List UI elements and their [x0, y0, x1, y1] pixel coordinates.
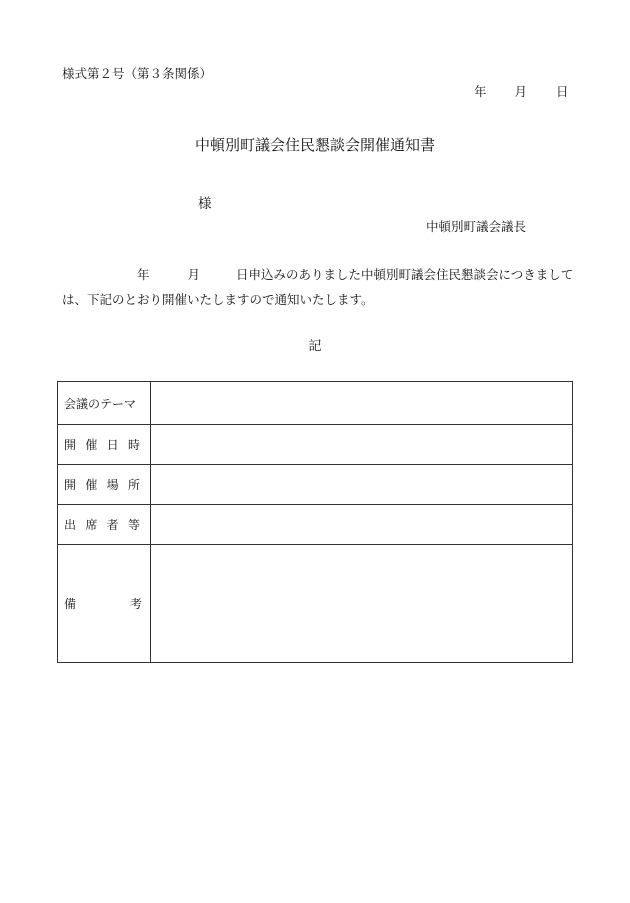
label-remarks: 備 考	[58, 545, 151, 663]
value-theme	[151, 382, 573, 425]
label-datetime: 開 催 日 時	[58, 425, 151, 465]
ki-heading: 記	[308, 339, 322, 354]
date-month: 月	[514, 84, 528, 99]
label-attendees: 出 席 者 等	[58, 505, 151, 545]
table-row	[58, 425, 573, 465]
body-line-2: は、下記のとおり開催いたしますので通知いたします。	[62, 292, 374, 307]
date-day: 日	[556, 84, 569, 99]
table-row	[58, 505, 573, 545]
form-number: 様式第２号（第３条関係）	[62, 66, 213, 81]
table-row	[58, 382, 573, 425]
record-table	[57, 381, 573, 663]
body-text: 日申込みのありました中頓別町議会住民懇談会につきまして	[236, 267, 574, 282]
value-remarks	[151, 545, 573, 663]
date-line	[474, 82, 569, 100]
table-row	[58, 465, 573, 505]
body-line-1	[137, 265, 573, 283]
date-year: 年	[474, 84, 487, 99]
body-month: 月	[187, 267, 201, 282]
value-datetime	[151, 425, 573, 465]
label-theme: 会議のテーマ	[58, 382, 151, 425]
value-attendees	[151, 505, 573, 545]
sender: 中頓別町議会議長	[426, 219, 527, 234]
table-row	[58, 545, 573, 663]
addressee-honorific: 様	[198, 196, 212, 212]
label-place: 開 催 場 所	[58, 465, 151, 505]
body-year: 年	[137, 267, 150, 282]
value-place	[151, 465, 573, 505]
document-title: 中頓別町議会住民懇談会開催通知書	[194, 136, 435, 154]
